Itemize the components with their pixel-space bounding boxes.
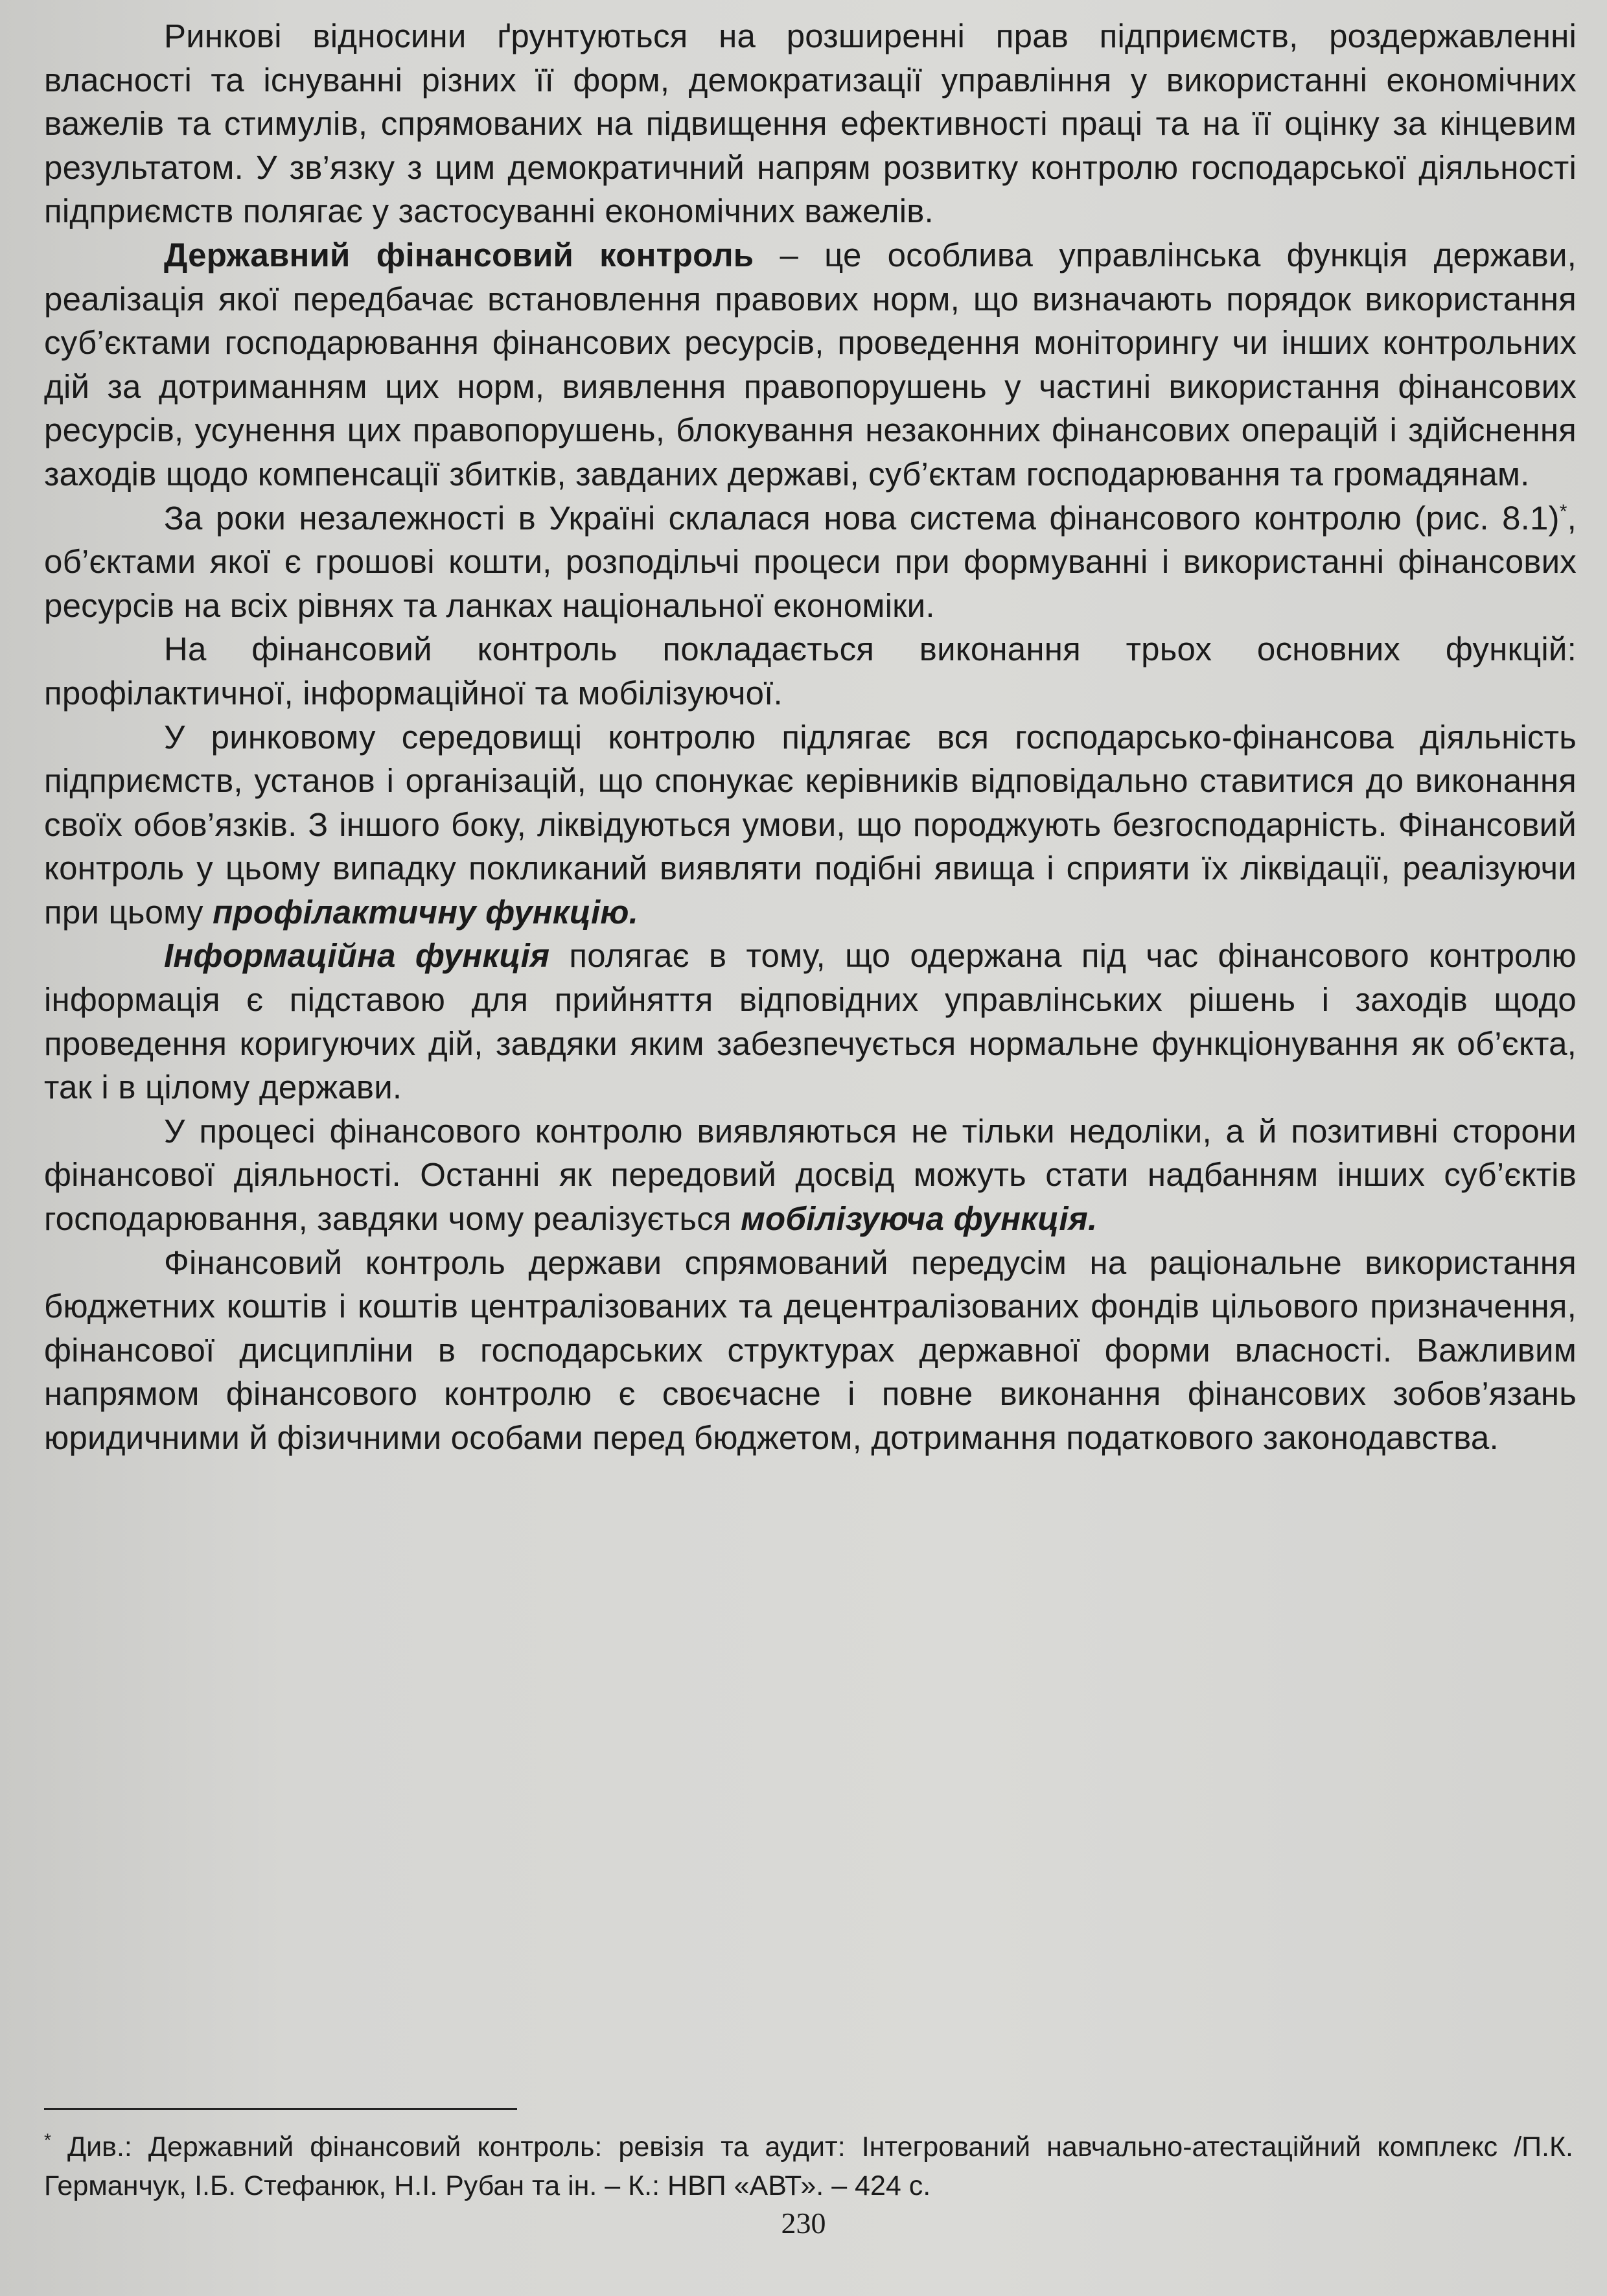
paragraph-preventive-function: У ринковому середовищі контролю підлягає вся господарсько-фінансова діяльність підприємств, установ і організацій, що спонукає керівників відповідально ставитися до виконання своїх обов’язків. З іншого боку, ліквідуються умови, що породжують безгосподарність. Фінансовий контроль у цьому випадку покликаний виявляти подібні явища і сприяти їх ліквідації, реалізуючи при цьому профілактичну функцію. [44, 718, 1577, 931]
paragraph-mobilizing-function: У процесі фінансового контролю виявляються не тільки недоліки, а й позитивні сторони фінансової діяльності. Останні як передовий досвід можуть стати надбанням інших суб’єктів господарювання, завдяки чому реалізується мобілізуюча функція. [44, 1112, 1577, 1238]
paragraph-state-financial-control: Державний фінансовий контроль – це особлива управлінська функція держави, реалізація якої передбачає встановлення правових норм, що визначають порядок використання суб’єктами господарювання фінансових ресурсів, проведення моніторингу чи інших контрольних дій за дотриманням цих норм, виявлення правопорушень у частині використання фінансових ресурсів, усунення цих правопорушень, блокування незаконних фінансових операцій і здійснення заходів щодо компенсації збитків, завданих державі, суб’єктам господарювання та громадянам. [44, 236, 1577, 493]
page-number: 230 [781, 2207, 826, 2240]
paragraph-state-control-aims: Фінансовий контроль держави спрямований передусім на раціональне використання бюджетних коштів і коштів централізованих та децентралізованих фондів цільового призначення, фінансової дисципліни в господарських структурах державної форми власності. Важливим напрямом фінансового контролю є своєчасне і повне виконання фінансових зобов’язань юридичними й фізичними особами перед бюджетом, дотримання податкового законодавства. [44, 1244, 1577, 1456]
footnote-reference: * [1559, 500, 1567, 522]
paragraph-information-function: Інформаційна функція полягає в тому, що одержана під час фінансового контролю інформація є підставою для прийняття відповідних управлінських рішень і заходів щодо проведення коригуючих дій, завдяки яким забезпечується нормальне функціонування як об’єкта, так і в цілому держави. [44, 937, 1577, 1106]
footnote-mark: * [44, 2129, 51, 2150]
paragraph-new-system: За роки незалежності в Україні склалася нова система фінансового контролю (рис. 8.1)*, об’єктами якої є грошові кошти, розподільчі процеси при формуванні і використанні фінансових ресурсів на всіх рівнях та ланках національної економіки. [44, 499, 1577, 624]
body-text [44, 14, 1577, 1460]
term-mobilizing-function: мобілізуюча функція. [741, 1200, 1098, 1238]
footnote-divider [44, 2108, 517, 2110]
paragraph-market-relations: Ринкові відносини ґрунтуються на розширенні прав підприємств, роздержавленні власності та існуванні різних її форм, демократизації управління у використанні економічних важелів та стимулів, спрямованих на підвищення ефективності праці та на її оцінку за кінцевим результатом. У зв’язку з цим демократичний напрям розвитку контролю господарської діяльності підприємств полягає у застосуванні економічних важелів. [44, 17, 1577, 230]
term-preventive-function: профілактичну функцію. [213, 893, 639, 931]
term-information-function: Інформаційна функція [164, 937, 550, 975]
term-state-financial-control: Державний фінансовий контроль [164, 236, 754, 273]
footnote-text: Див.: Державний фінансовий контроль: ревізія та аудит: Інтегрований навчально-атестаційний комплекс /П.К. Германчук, І.Б. Стефанюк, Н.І. Рубан та ін. – К.: НВП «АВТ». – 424 с. [44, 2131, 1573, 2201]
paragraph-three-functions: На фінансовий контроль покладається виконання трьох основних функцій: профілактичної, інформаційної та мобілізуючої. [44, 631, 1577, 712]
footnote [44, 2128, 1573, 2205]
